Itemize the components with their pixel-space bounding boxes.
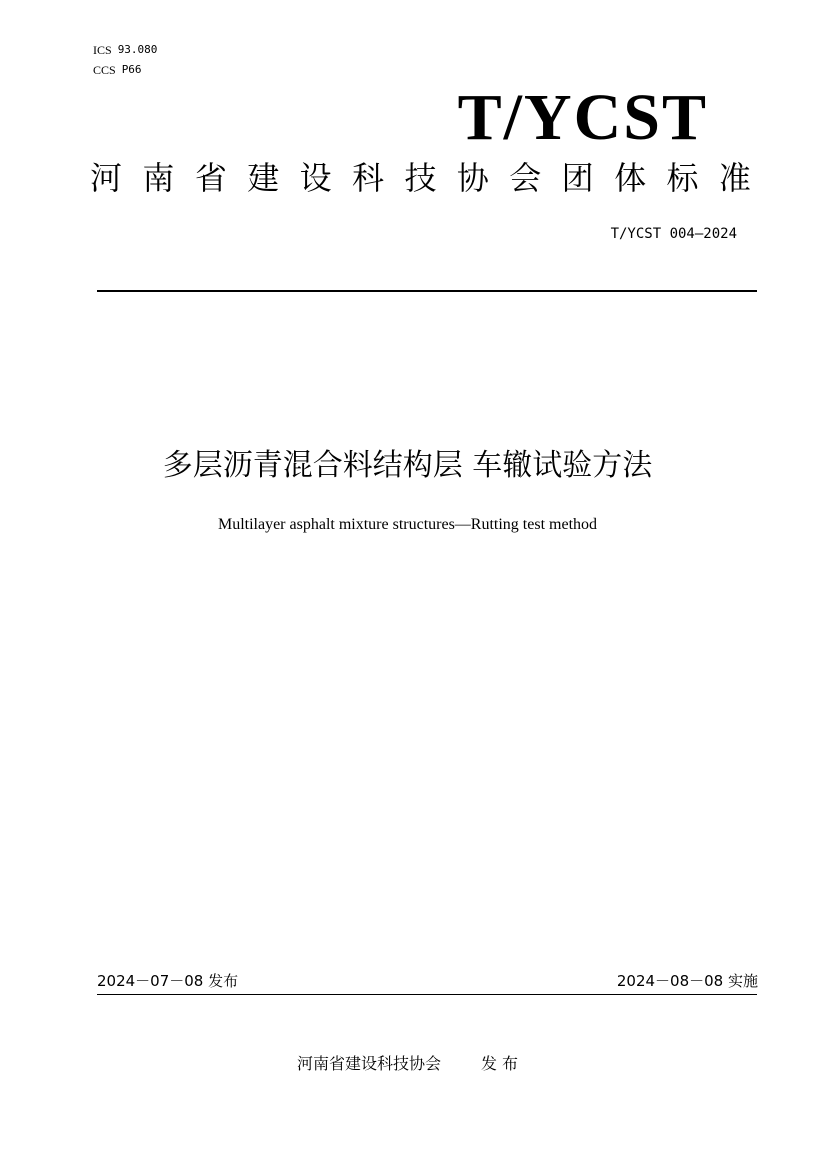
ccs-row	[93, 60, 157, 80]
standard-type-char: 南	[142, 159, 175, 197]
standard-type-char: 省	[194, 159, 227, 197]
standard-type-char: 河	[90, 159, 123, 197]
standard-brand-logo: T/YCST	[457, 81, 708, 154]
header-divider	[97, 290, 757, 292]
standard-type-heading	[90, 156, 751, 200]
standard-type-char: 设	[299, 159, 332, 197]
standard-type-char: 科	[352, 159, 385, 197]
ics-row	[93, 40, 157, 60]
standard-type-char: 技	[404, 159, 437, 197]
publish-word: 发 布	[480, 1054, 519, 1073]
standard-type-char: 标	[666, 159, 699, 197]
issue-date: 2024－07－08 发布	[97, 972, 239, 990]
ccs-label: CCS	[93, 63, 116, 77]
ics-label: ICS	[93, 43, 112, 57]
publisher-line	[0, 1052, 815, 1076]
standard-type-char: 团	[561, 159, 594, 197]
document-title-english: Multilayer asphalt mixture structures—Rutting test method	[217, 516, 598, 533]
standard-type-char: 建	[247, 159, 280, 197]
implementation-date: 2024－08－08 实施	[616, 972, 758, 990]
standard-type-char: 会	[509, 159, 542, 197]
classification-codes	[93, 40, 157, 80]
ics-value: 93.080	[117, 43, 158, 56]
standard-number: T/YCST 004—2024	[610, 226, 737, 242]
footer-divider	[97, 994, 757, 995]
standard-type-char: 准	[718, 159, 751, 197]
standard-type-char: 协	[456, 159, 489, 197]
ccs-value: P66	[121, 63, 142, 76]
standard-type-char: 体	[614, 159, 647, 197]
document-title-chinese: 多层沥青混合料结构层 车辙试验方法	[162, 448, 653, 483]
publisher-organization: 河南省建设科技协会	[296, 1054, 441, 1073]
